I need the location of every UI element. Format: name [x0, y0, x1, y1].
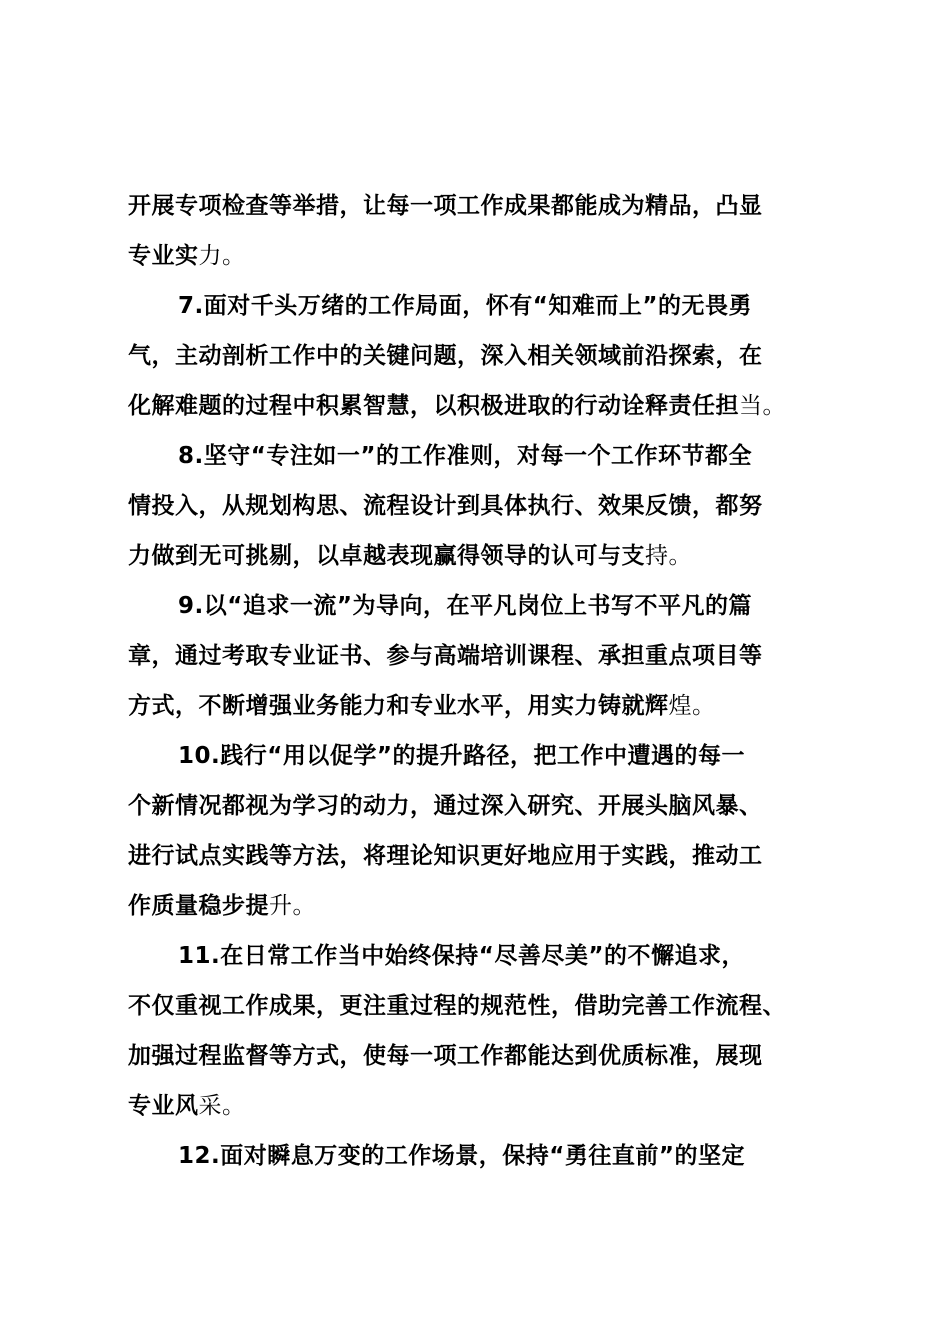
paragraph-line [128, 841, 763, 871]
paragraph-line [178, 591, 752, 621]
line-tail: 升。 [269, 893, 316, 919]
line-text: 力做到无可挑剔，以卓越表现赢得领导的认可与支 [128, 543, 645, 569]
line-tail: 力。 [198, 243, 246, 269]
paragraph-line [178, 1141, 745, 1171]
line-tail: 持。 [645, 543, 692, 569]
line-text: 7.面对千头万绪的工作局面，怀有“知难而上”的无畏勇 [178, 293, 752, 319]
line-text: 章，通过考取专业证书、参与高端培训课程、承担重点项目等 [128, 643, 763, 669]
paragraph-line [128, 391, 786, 421]
line-tail: 采。 [198, 1093, 246, 1119]
line-text: 开展专项检查等举措，让每一项工作成果都能成为精品，凸显 [128, 193, 763, 219]
paragraph-line [128, 1041, 763, 1071]
line-text: 8.坚守“专注如一”的工作准则，对每一个工作环节都全 [178, 443, 752, 469]
line-text: 方式，不断增强业务能力和专业水平，用实力铸就辉 [128, 693, 669, 719]
line-text: 专业风 [128, 1093, 199, 1119]
paragraph-line [178, 441, 752, 471]
paragraph-line [128, 1091, 246, 1121]
paragraph-line [128, 191, 763, 221]
paragraph-line [128, 991, 786, 1021]
paragraph-line [178, 741, 745, 771]
line-text: 9.以“追求一流”为导向，在平凡岗位上书写不平凡的篇 [178, 593, 752, 619]
paragraph-line [178, 941, 745, 971]
line-text: 作质量稳步提 [128, 893, 269, 919]
paragraph-line [178, 291, 752, 321]
line-text: 情投入，从规划构思、流程设计到具体执行、效果反馈，都努 [128, 493, 763, 519]
line-text: 专业实 [128, 243, 199, 269]
line-text: 化解难题的过程中积累智慧，以积极进取的行动诠释责任担 [128, 393, 739, 419]
paragraph-line [128, 341, 763, 371]
line-text: 10.践行“用以促学”的提升路径，把工作中遭遇的每一 [178, 743, 745, 769]
line-text: 气，主动剖析工作中的关键问题，深入相关领域前沿探索，在 [128, 343, 763, 369]
paragraph-line [128, 241, 246, 271]
paragraph-line [128, 491, 763, 521]
line-text: 个新情况都视为学习的动力，通过深入研究、开展头脑风暴、 [128, 793, 763, 819]
line-text: 12.面对瞬息万变的工作场景，保持“勇往直前”的坚定 [178, 1143, 745, 1169]
line-text: 加强过程监督等方式，使每一项工作都能达到优质标准，展现 [128, 1043, 763, 1069]
paragraph-line [128, 891, 316, 921]
line-text: 不仅重视工作成果，更注重过程的规范性，借助完善工作流程、 [128, 993, 786, 1019]
paragraph-line [128, 791, 763, 821]
line-tail: 煌。 [668, 693, 716, 719]
line-tail: 当。 [739, 393, 786, 419]
paragraph-line [128, 691, 716, 721]
paragraph-line [128, 541, 692, 571]
line-text: 进行试点实践等方法，将理论知识更好地应用于实践，推动工 [128, 843, 763, 869]
paragraph-line [128, 641, 763, 671]
line-text: 11.在日常工作当中始终保持“尽善尽美”的不懈追求， [178, 943, 745, 969]
